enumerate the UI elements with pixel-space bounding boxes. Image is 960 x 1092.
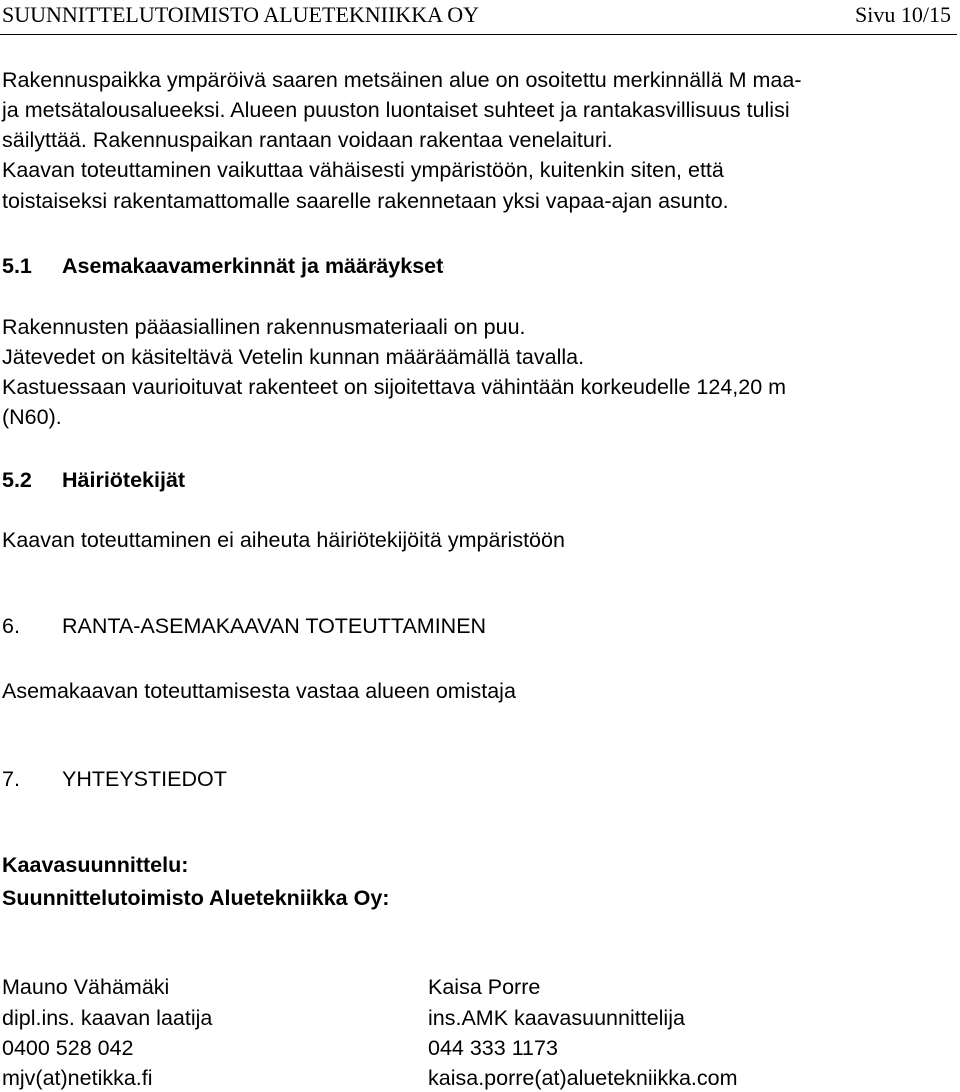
- contact-email: mjv(at)netikka.fi: [2, 1066, 153, 1090]
- section-title: Häiriötekijät: [62, 468, 186, 492]
- section-title: YHTEYSTIEDOT: [62, 767, 227, 791]
- contact-role: ins.AMK kaavasuunnittelija: [428, 1006, 685, 1030]
- contact-phone: 0400 528 042: [2, 1036, 134, 1060]
- intro-line: säilyttää. Rakennuspaikan rantaan voidaan rakentaa venelaituri.: [2, 128, 613, 152]
- body-line: Kastuessaan vaurioituvat rakenteet on sijoitettava vähintään korkeudelle 124,20 m: [2, 375, 787, 399]
- intro-line: Rakennuspaikka ympäröivä saaren metsäinen alue on osoitettu merkinnällä M maa-: [2, 68, 802, 92]
- intro-line: ja metsätalousalueeksi. Alueen puuston luontaiset suhteet ja rantakasvillisuus tulisi: [2, 98, 790, 122]
- contact-phone: 044 333 1173: [428, 1036, 558, 1060]
- section-number: 5.2: [2, 468, 32, 492]
- contact-role: dipl.ins. kaavan laatija: [2, 1006, 213, 1030]
- section-5-2-body: Kaavan toteuttaminen ei aiheuta häiriötekijöitä ympäristöön: [2, 528, 565, 552]
- body-line: Rakennusten pääasiallinen rakennusmateriaali on puu.: [2, 315, 526, 339]
- section-title-underlined: määräykset: [324, 254, 444, 278]
- section-title: RANTA-ASEMAKAAVAN TOTEUTTAMINEN: [62, 614, 487, 638]
- section-number: 6.: [2, 614, 20, 638]
- header-page-number: Sivu 10/15: [855, 2, 951, 27]
- intro-line: toistaiseksi rakentamattomalle saarelle rakennetaan yksi vapaa-ajan asunto.: [2, 189, 729, 213]
- contacts-firm: Suunnittelutoimisto Aluetekniikka Oy:: [2, 886, 390, 910]
- contacts-label: Kaavasuunnittelu:: [2, 853, 189, 877]
- section-title: Asemakaavamerkinnät ja: [62, 254, 325, 278]
- section-heading-5-1: [2, 252, 443, 280]
- section-6-body: Asemakaavan toteuttamisesta vastaa alueen omistaja: [2, 679, 516, 703]
- body-line: (N60).: [2, 405, 62, 429]
- section-heading-6: [2, 612, 486, 640]
- header-company: SUUNNITTELUTOIMISTO ALUETEKNIIKKA OY: [2, 2, 480, 27]
- intro-line: Kaavan toteuttaminen vaikuttaa vähäisesti ympäristöön, kuitenkin siten, että: [2, 158, 724, 182]
- section-heading-7: [2, 765, 227, 793]
- contact-email: kaisa.porre(at)aluetekniikka.com: [428, 1066, 738, 1090]
- section-number: 5.1: [2, 254, 32, 278]
- contact-name: Mauno Vähämäki: [2, 975, 170, 999]
- page-header: [0, 0, 957, 35]
- contact-name: Kaisa Porre: [428, 975, 541, 999]
- body-line: Jätevedet on käsiteltävä Vetelin kunnan määräämällä tavalla.: [2, 345, 585, 369]
- section-number: 7.: [2, 767, 20, 791]
- section-heading-5-2: [2, 466, 185, 494]
